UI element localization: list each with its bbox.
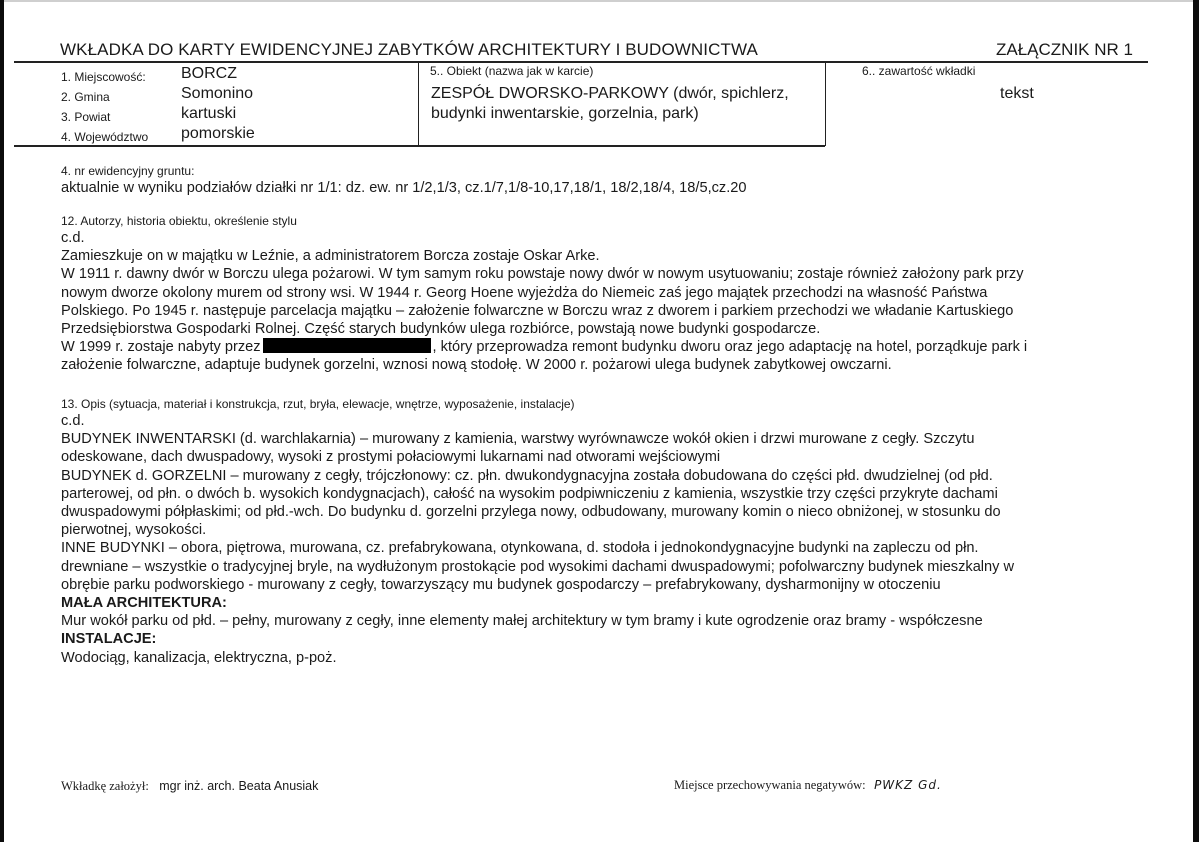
negatives-value: PWKZ Gd. — [874, 778, 942, 792]
description-line: obrębie parku podworskiego - murowany z cegły, towarzyszący mu budynek gospodarczy – prefabrykowany, dysharmonijny w otoczeniu — [61, 576, 941, 593]
history-line: założenie folwarczne, adaptuje budynek gorzelni, wznosi nową stodołę. W 2000 r. pożarowi ulega budynek zabytkowej owczarni. — [61, 357, 892, 374]
table-bottom-rule — [14, 145, 825, 147]
history-1999-text-after: , który przeprowadza remont budynku dworu oraz jego adaptację na hotel, porządkuje park i — [432, 339, 1028, 356]
voivodeship-value: pomorskie — [181, 125, 255, 142]
history-line: Przedsiębiorstwa Gospodarki Rolnej. Część starych budynków ulega rozbiórce, powstają nowe budynki gospodarcze. — [61, 321, 821, 338]
scan-right-edge — [1193, 0, 1199, 842]
history-line: nowym dworze okolony murem od strony wsi. W 1944 r. Georg Hoene wyjeżdża do Niemeic zaś jego majątek przechodzi na własność Państwa — [61, 284, 988, 301]
description-line: pierwotnej, wysokości. — [61, 522, 207, 539]
description-line: odeskowane, dach dwuspadowy, wysoki z prostymi połaciowymi lukarnami nad otworami wejściowymi — [61, 449, 721, 466]
description-label: 13. Opis (sytuacja, materiał i konstrukcja, rzut, bryła, elewacje, wnętrze, wyposażenie, instalacje) — [61, 397, 575, 411]
town-value: BORCZ — [181, 65, 237, 82]
footer-author — [61, 777, 318, 795]
contents-label: 6.. zawartość wkładki — [862, 64, 976, 78]
author-name: mgr inż. arch. Beata Anusiak — [159, 779, 319, 793]
table-top-rule — [14, 61, 1148, 63]
description-line: BUDYNEK INWENTARSKI (d. warchlakarnia) – murowany z kamienia, warstwy wyrównawcze wokół okien i drzwi murowane z cegły. Szczytu — [61, 431, 975, 448]
town-label: 1. Miejscowość: — [61, 70, 146, 84]
object-name-line-2: budynki inwentarskie, gorzelnia, park) — [431, 105, 699, 122]
description-section — [61, 396, 1014, 667]
table-divider-1 — [418, 62, 419, 146]
author-label: Wkładkę założył: — [61, 779, 149, 793]
history-label: 12. Autorzy, historia obiektu, określenie stylu — [61, 214, 297, 228]
history-line: Polskiego. Po 1945 r. następuje parcelacja majątku – założenie folwarczne w Borczu wraz z dworem i parkiem przechodzi we władanie Kartuskiego — [61, 302, 1014, 319]
negatives-label: Miejsce przechowywania negatywów: — [674, 778, 866, 792]
small-architecture-heading: MAŁA ARCHITEKTURA: — [61, 595, 227, 612]
history-line: W 1911 r. dawny dwór w Borczu ulega pożarowi. W tym samym roku powstaje nowy dwór w nowym usytuowaniu; zostaje również założony park przy — [61, 266, 1024, 283]
small-architecture-text: Mur wokół parku od płd. – pełny, murowany z cegły, inne elementy małej architektury w tym bramy i kute ogrodzenie oraz bramy - współczesne — [61, 613, 983, 630]
scan-left-edge — [0, 0, 4, 842]
description-line: c.d. — [61, 413, 85, 429]
form-title: WKŁADKA DO KARTY EWIDENCYJNEJ ZABYTKÓW ARCHITEKTURY I BUDOWNICTWA — [60, 40, 758, 59]
redaction-bar — [263, 338, 431, 353]
commune-value: Somonino — [181, 85, 254, 102]
history-line: c.d. — [61, 230, 85, 246]
county-label: 3. Powiat — [61, 110, 111, 124]
scan-top-edge — [0, 0, 1199, 2]
footer-negatives — [674, 776, 942, 794]
description-line: parterowej, od płn. o dwóch b. wysokich kondygnacjach), całość na wysokim podpiwniczeniu z kamienia, wszystkie trzy części przykryte dachami — [61, 485, 998, 502]
installations-heading: INSTALACJE: — [61, 631, 157, 648]
voivodeship-label: 4. Województwo — [61, 130, 149, 144]
history-section — [61, 213, 1027, 375]
history-line-1999 — [61, 338, 1027, 356]
object-name-line-1: ZESPÓŁ DWORSKO-PARKOWY (dwór, spichlerz, — [431, 85, 789, 102]
description-line: dwuspadowymi półpłaskimi; od płd.-wch. Do budynku d. gorzelni przylega nowy, odbudowany, murowany komin o nieco obniżonej, w stosunku do — [61, 504, 1001, 521]
description-line: INNE BUDYNKI – obora, piętrowa, murowana, cz. prefabrykowana, otynkowana, d. stodoła i jednokondygnacyjne budynki na zapleczu od płn. — [61, 540, 979, 557]
annex-number: ZAŁĄCZNIK NR 1 — [996, 40, 1133, 59]
history-line: Zamieszkuje on w majątku w Leźnie, a administratorem Borcza zostaje Oskar Arke. — [61, 248, 600, 265]
object-label: 5.. Obiekt (nazwa jak w karcie) — [430, 64, 594, 78]
table-divider-2 — [825, 62, 826, 146]
contents-value: tekst — [1000, 85, 1034, 102]
commune-label: 2. Gmina — [61, 90, 110, 104]
county-value: kartuski — [181, 105, 237, 122]
description-line: BUDYNEK d. GORZELNI – murowany z cegły, trójczłonowy: cz. płn. dwukondygnacyjna została dobudowana do części płd. dwudzielnej (od płd. — [61, 467, 993, 484]
installations-text: Wodociąg, kanalizacja, elektryczna, p-poż. — [61, 649, 337, 666]
land-register-section — [61, 163, 747, 197]
history-1999-text-before: W 1999 r. zostaje nabyty przez — [61, 339, 261, 356]
description-line: drewniane – wszystkie o tradycyjnej bryle, na wydłużonym prostokącie pod wysokimi dachami dwuspadowymi; pofolwarczny budynek mieszkalny w — [61, 558, 1015, 575]
land-register-label: 4. nr ewidencyjny gruntu: — [61, 164, 195, 178]
land-register-value: aktualnie w wyniku podziałów działki nr 1/1: dz. ew. nr 1/2,1/3, cz.1/7,1/8-10,17,18/1, 18/2,18/4, 18/5,cz.20 — [61, 180, 747, 196]
